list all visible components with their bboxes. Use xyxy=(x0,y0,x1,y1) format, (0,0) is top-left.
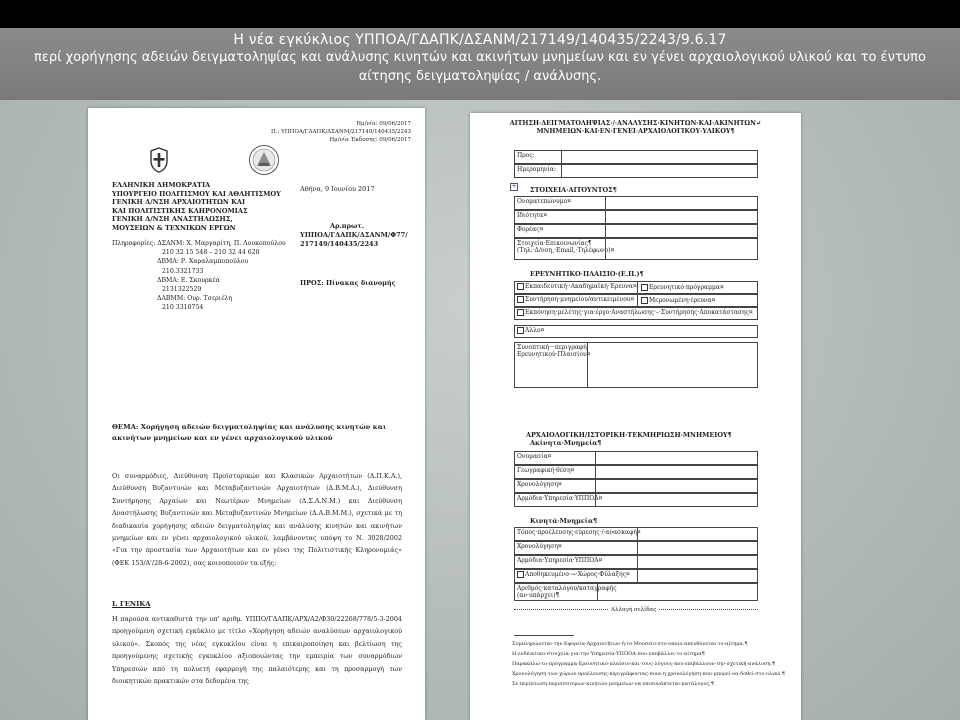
checkbox-other[interactable] xyxy=(517,327,544,334)
checkbox-icon xyxy=(517,283,524,290)
issuing-organization xyxy=(112,181,281,233)
form-row-contact[interactable] xyxy=(514,238,758,260)
form-row-research-type[interactable] xyxy=(514,294,758,307)
checkbox-individual-research[interactable] xyxy=(641,296,715,305)
checkbox-icon xyxy=(641,297,648,304)
application-form-page xyxy=(470,113,801,720)
checkbox-label: Άλλο¤ xyxy=(525,327,545,334)
archaeological-section-title xyxy=(526,431,732,447)
form-row-label xyxy=(517,585,617,599)
circular-letter-page xyxy=(88,108,425,720)
checkbox-label: Εκπόνηση·μελέτης·για·έργο·Αναστήλωσης·–·Συντήρησης·Αποκατάστασης¤ xyxy=(525,309,753,316)
contact-line: ΔΒΜΑ: Ε. Σκουρκέα xyxy=(157,276,220,284)
form-row-location[interactable] xyxy=(514,465,758,479)
form-row-label: Τόπος·προέλευσης·εύρεσης·/·ανασκαφή¤ xyxy=(517,529,641,536)
slide-title-line2: περί χορήγησης αδειών δειγματοληψίας και ανάλυσης κινητών και ακινήτων μνημείων και εν γένει αρχαιολογικού υλικού και το έντυπο αίτησης δειγματοληψίας / ανάλυσης. xyxy=(34,50,926,84)
header-line: Π.: ΥΠΠΟΑ/ΓΔΑΠΚ/ΔΣΑΝΜ/217149/140435/2243 xyxy=(270,129,411,135)
form-row-label: Αρμόδια·Υπηρεσία·ΥΠΠΟΑ¤ xyxy=(517,557,603,564)
form-row-label: Γεωγραφική·θέση¤ xyxy=(517,467,575,474)
checkbox-storage[interactable] xyxy=(517,571,630,578)
form-row-label: Ονοματεπώνυμο¤ xyxy=(517,198,572,205)
footnote: Χρονολόγηση·των·χώρων·προέλευσης·περιγράφοντας·ποια·η·χρονολόγηση·που·μπορεί·να·δοθεί·στο·υλικό.¶ xyxy=(512,671,786,677)
form-row-label xyxy=(517,240,614,254)
letter-date: Αθήνα, 9 Ιουνίου 2017 xyxy=(300,185,375,193)
form-row-organization[interactable] xyxy=(514,224,758,238)
form-row-label: Χρονολόγηση¤ xyxy=(517,543,562,550)
checkbox-label: Αποθηκευμένο·→·Χώρος·Φύλαξης¤ xyxy=(525,571,630,578)
checkbox-restoration-study[interactable] xyxy=(517,309,753,316)
org-line: ΚΑΙ ΠΟΛΙΤΙΣΤΙΚΗΣ ΚΛΗΡΟΝΟΜΙΑΣ xyxy=(112,206,248,215)
letter-body: Οι συναρμόδιες, Διεύθυνση Προϊστορικών και Κλασικών Αρχαιοτήτων (Δ.Π.Κ.Α.), Διεύθυνση Βυζαντινών και Μεταβυζαντινών Αρχαιοτήτων (Δ.Β.Μ.Α.), Διεύθυνση Συντήρησης Αρχαίων και Νεωτέρων Μνημείων (Δ.Σ.Α.Ν.Μ.) και Διεύθυνση Αναστήλωσης Βυζαντινών και Μεταβυζαντινών Μνημείων (Δ.Α.Β.Μ.Μ.), σχετικά με τη διαδικασία χορήγησης αδειών δειγματοληψίας και ανάλυσης κινητών και ακινήτων μνημείων και εν γένει αρχαιολογικού υλικού, λαμβάνοντας υπόψη το Ν. 3028/2002 «Για την προστασία των Αρχαιοτήτων και εν γένει της Πολιτιστικής Κληρονομιάς» (ΦΕΚ 153/Α'/28-6-2002), σας κοινοποιούν τα εξής: xyxy=(112,472,402,567)
form-row-label: Προς: xyxy=(517,152,535,159)
footnote: Συμπληρώνεται·την·Εφορεία·Αρχαιοτήτων·ή·το·Μουσείο·στο·οποίο·απευθύνεται·το·αίτημα.¶ xyxy=(512,641,748,647)
checkbox-label: Συντήρηση·μνημείου/αντικειμένου¤ xyxy=(525,296,635,303)
form-heading-line: ΑΙΤΗΣΗ·ΔΕΙΓΜΑΤΟΛΗΨΙΑΣ·/·ΑΝΑΛΥΣΗΣ·ΚΙΝΗΤΩΝ·ΚΑΙ·ΑΚΙΝΗΤΩΝ↵ xyxy=(509,119,762,127)
form-row-movable-authority[interactable] xyxy=(514,555,758,569)
org-line: ΥΠΟΥΡΓΕΙΟ ΠΟΛΙΤΙΣΜΟΥ ΚΑΙ ΑΘΛΗΤΙΣΜΟΥ xyxy=(112,189,281,198)
form-row-capacity[interactable] xyxy=(514,210,758,224)
form-row-catalogue-number[interactable] xyxy=(514,583,758,601)
slide xyxy=(0,28,960,720)
footnote: Η·ενδέικτικο·στοιχεία·για·την·Υπηρεσία·ΥΠΠΟΑ·που·υποβάλλει·το·αίτημα¶ xyxy=(512,651,705,657)
hellenic-emblem-icon xyxy=(148,146,170,174)
checkbox-icon xyxy=(517,327,524,334)
contact-line: 210 3310754 xyxy=(162,304,204,312)
form-row-label: Ονομασία¤ xyxy=(517,453,552,460)
form-row-origin[interactable] xyxy=(514,527,758,541)
form-row-label xyxy=(517,344,590,358)
checkbox-label: Μεμονωμένη·έρευνα¤ xyxy=(649,297,716,304)
form-row-dating[interactable] xyxy=(514,479,758,493)
form-row-movable-dating[interactable] xyxy=(514,541,758,555)
section-body: Η παρούσα αντικαθιστά την υπ' αριθμ. ΥΠΠΟ/ΓΔΑΠΚ/ΑΡΧ/Α2/Φ30/22268/778/5-3-2004 προηγούμενη σχετική εγκύκλιο με τίτλο «Χορήγηση αδειών αναλύσεων αρχαιολογικού υλικού». Σκοπός της νέας εγκυκλίου είναι η επικαιροποίηση και βελτίωση της προηγούμενης σχετικής εγκυκλίου αξιοποιώντας την εμπειρία των συναρμόδιων Υπηρεσιών από τη πολυετή εφαρμογή της παλαιότερης και τη προσαρμογή των διοικητικών πρακτικών στα δεδομένα της xyxy=(112,615,402,686)
form-row-label-line: Αριθμός·καταλόγου/καταγραφής xyxy=(517,585,617,592)
form-row-label: Αρμόδια·Υπηρεσία·ΥΠΠΟΑ¤ xyxy=(517,495,603,502)
form-row-research-type[interactable] xyxy=(514,307,758,320)
org-line: ΓΕΝΙΚΗ Δ/ΝΣΗ ΑΡΧΑΙΟΤΗΤΩΝ ΚΑΙ xyxy=(112,198,246,207)
form-row-label: Χρονολόγηση¤ xyxy=(517,481,562,488)
form-row-label-line: (Τηλ.·Δ/νση,·Email,·Τηλέφωνο)¤ xyxy=(517,247,615,254)
contact-line: 210 32 15 548 – 210 32 44 628 xyxy=(162,249,260,257)
footnote: Παρακαλώ·το·πρόγραμμα·Ερευνητικό·πλαίσιο·και·τους·λόγους·που·επιβάλλουν·την·σχετική·ανάλυση.¶ xyxy=(512,661,776,667)
applicant-section-title: ΣΤΟΙΧΕΙΑ·ΑΙΤΟΥΝΤΟΣ¶ xyxy=(530,186,617,194)
checkbox-icon xyxy=(517,309,524,316)
form-row-label: Ημερομηνία: xyxy=(517,166,556,173)
section-title-line: ΑΡΧΑΙΟΛΟΓΙΚΗ/ΙΣΤΟΡΙΚΗ·ΤΕΚΜΗΡΙΩΣΗ·ΜΝΗΜΕΙΟΥ¶ xyxy=(526,431,732,439)
contact-information xyxy=(112,239,286,313)
ministry-seal-icon xyxy=(248,144,280,176)
letter-subject: ΘΕΜΑ: Χορήγηση αδειών δειγματοληψίας και ανάλυσης κινητών και ακινήτων μνημείων και εν γένει αρχαιολογικού υλικού xyxy=(112,423,387,442)
protocol-line: 217149/140435/2243 xyxy=(300,240,379,248)
form-row-label-line: Στοιχεία·Επικοινωνίας¶ xyxy=(517,240,592,247)
contact-line: ΔΑΒΜΜ: Ουρ. Τσεριέλη xyxy=(157,295,233,303)
contact-line: Πληροφορίες: ΔΣΑΝΜ: Χ. Μαργαρίτη, Π. Λουκοπούλου xyxy=(112,240,286,247)
form-heading-line: ΜΝΗΜΕΙΩΝ·ΚΑΙ·ΕΝ·ΓΕΝΕΙ·ΑΡΧΑΙΟΛΟΓΙΚΟΥ·ΥΛΙΚΟΥ¶ xyxy=(536,127,735,135)
section-heading: Ι. ΓΕΝΙΚΑ xyxy=(112,600,151,608)
checkbox-academic[interactable] xyxy=(517,283,637,290)
recipients: ΠΡΟΣ: Πίνακας διανομής xyxy=(300,279,396,287)
movable-section-title: Κινητά·Μνημεία¶ xyxy=(530,517,598,525)
form-row-research-description[interactable] xyxy=(514,342,758,388)
checkbox-research-program[interactable] xyxy=(641,283,724,292)
contact-line: 210.3321733 xyxy=(162,267,204,275)
protocol-line: ΥΠΠΟΑ/ΓΔΑΠΚ/ΔΣΑΝΜ/Φ77/ xyxy=(300,231,408,239)
form-row-label-line: Συνοπτική···περιγραφή xyxy=(517,344,587,351)
page-break-label: Αλλαγή σελίδας xyxy=(608,606,659,615)
protocol-line: Αρ.πρωτ. xyxy=(330,222,365,230)
slide-title-bar xyxy=(0,28,960,100)
section-title-line: Ακίνητα·Μνημεία¶ xyxy=(530,439,602,447)
research-section-title: ΕΡΕΥΝΗΤΙΚΟ·ΠΛΑΙΣΙΟ·(Ε.Π.)¶ xyxy=(530,270,644,278)
form-row-label-line: (αν·υπάρχει)¶ xyxy=(517,592,560,599)
org-line: ΕΛΛΗΝΙΚΗ ΔΗΜΟΚΡΑΤΙΑ xyxy=(112,181,211,189)
form-row-label-line: Ερευνητικού·Πλαισίου¤ xyxy=(517,351,591,358)
org-line: ΜΟΥΣΕΙΩΝ & ΤΕΧΝΙΚΩΝ ΕΡΓΩΝ xyxy=(112,223,236,232)
form-row-label: Φορέας¤ xyxy=(517,226,544,233)
header-line: Ημ/νία: 09/06/2017 xyxy=(356,121,411,127)
form-row-storage[interactable] xyxy=(514,569,758,583)
checkbox-conservation[interactable] xyxy=(517,296,634,303)
footnote: Σε·περίπτωση·περισσότερων·κινητών·μνημείων·να·επισυνάπτεται·κατάλογος.¶ xyxy=(512,681,715,687)
header-metadata xyxy=(271,120,411,144)
form-row-authority[interactable] xyxy=(514,493,758,507)
checkbox-label: Ερευνητικό·πρόγραμμα¤ xyxy=(649,284,724,291)
form-row-research-other[interactable] xyxy=(514,325,758,338)
form-heading xyxy=(470,119,801,135)
form-row-name[interactable] xyxy=(514,451,758,465)
form-row-to[interactable] xyxy=(514,150,758,164)
protocol-number xyxy=(300,222,408,249)
checkbox-icon xyxy=(517,571,524,578)
form-row-fullname[interactable] xyxy=(514,196,758,210)
contact-line: 2131322529 xyxy=(162,286,202,294)
header-line: Ημ/νία Έκδοσης: 09/06/2017 xyxy=(329,137,411,143)
checkbox-icon xyxy=(517,296,524,303)
table-move-handle-icon[interactable]: + xyxy=(511,183,517,190)
form-row-label: Ιδιότητα¤ xyxy=(517,212,548,219)
form-row-date[interactable] xyxy=(514,164,758,178)
contact-line: ΔΒΜΑ: Ρ. Χαραλαμποπούλου xyxy=(157,258,249,266)
form-row-research-type[interactable] xyxy=(514,281,758,294)
footnote-separator xyxy=(514,635,574,636)
checkbox-icon xyxy=(641,284,648,291)
slide-title-line1: Η νέα εγκύκλιος ΥΠΠΟΑ/ΓΔΑΠΚ/ΔΣΑΝΜ/217149/140435/2243/9.6.17 xyxy=(233,32,727,48)
org-line: ΓΕΝΙΚΗ Δ/ΝΣΗ ΑΝΑΣΤΗΛΩΣΗΣ, xyxy=(112,215,233,224)
checkbox-label: Εκπαιδευτική··Ακαδημαϊκή·Έρευνα¤ xyxy=(525,283,637,290)
